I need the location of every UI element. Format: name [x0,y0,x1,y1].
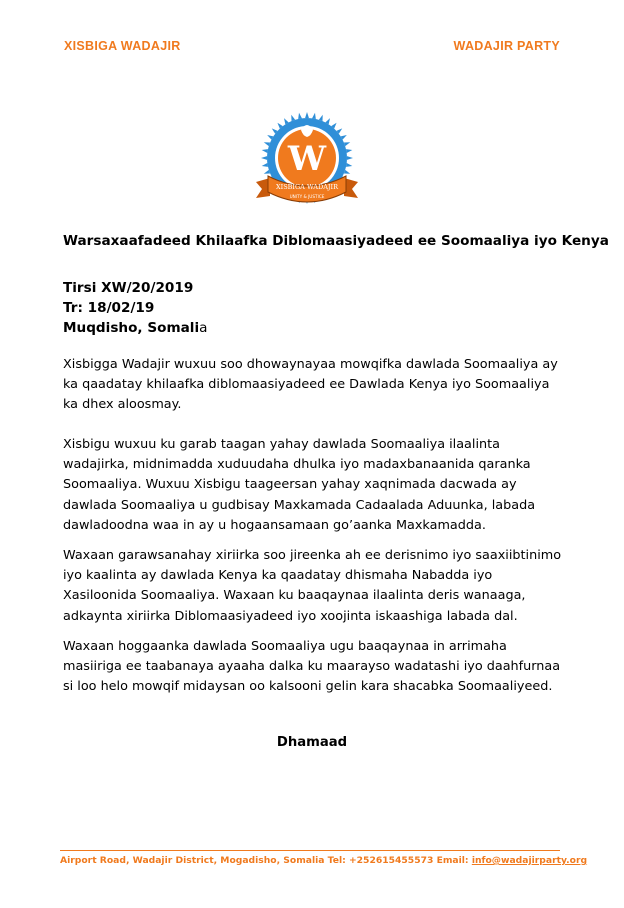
document-location [63,318,207,338]
header-party-name-somali: XISBIGA WADAJIR [64,39,181,53]
document-date: Tr: 18/02/19 [63,300,155,316]
logo-ray [261,156,267,160]
logo-ray [346,163,352,167]
header-party-name-english: WADAJIR PARTY [453,39,560,53]
logo-ray [305,112,309,118]
footer-contact [60,855,587,866]
logo-ray [298,113,302,119]
location-text-tail: a [199,320,208,336]
logo-ray [262,163,268,167]
footer-divider [60,850,560,851]
document-meta [63,278,207,338]
paragraph: Waxaan garawsanahay xiriirka soo jireenka ah ee derisnimo iyo saaxiibtinimo iyo kaalinta ay dawlada Kenya ka qaadatay dhismaha Nabadda iyo Xasiloonida Soomaaliya. Waxaan ku baaqaynaa ilaalinta deris wanaaga, adkaynta xiriirka Diblomaasiyadeed iyo xoojinta iskaashiga labada dal. [63,548,562,624]
location-text: Muqdisho, Somali [63,320,200,336]
logo-ribbon-subtext: UNITY & JUSTICE [289,194,325,199]
party-logo [246,110,368,214]
logo-ray [346,149,352,153]
document-title: Warsaxaafadeed Khilaafka Diblomaasiyadeed ee Soomaaliya iyo Kenya [63,233,609,249]
logo-ray [347,156,353,160]
logo-ribbon-text: XISBIGA WADAJIR [276,183,338,191]
logo-initial: W [287,139,327,179]
reference-number: Tirsi XW/20/2019 [63,280,194,296]
paragraph: Xisbigga Wadajir wuxuu soo dhowaynayaa mowqifka dawlada Soomaaliya ay ka qaadatay khilaafka diblomaasiyadeed ee Dawlada Kenya iyo Soomaaliya ka dhex aloosmay. [63,357,558,413]
logo-ray [262,149,268,153]
footer-email-link[interactable]: info@wadajirparty.org [471,855,588,866]
paragraph: Waxaan hoggaanka dawlada Soomaaliya ugu baaqaynaa in arrimaha masiiriga ee taabanaya ayaaha dalka ku maarayso wadatashi iyo daahfurnaa si loo helo mowqif midaysan oo kalsooni gelin kara shacabka Soomaaliyeed. [63,639,561,695]
logo-ray [312,113,316,119]
closing-word: Dhamaad [276,735,348,750]
paragraph: Xisbigu wuxuu ku garab taagan yahay dawlada Soomaaliya ilaalinta wadajirka, midnimadda xuduudaha dhulka iyo madaxbanaanida qaranka Soomaaliya. Wuxuu Xisbigu taageersan yahay xaqnimada dacwada ay dawlada Soomaaliya u gudbisay Maxkamada Cadaalada Aduunka, labada dawladoodna waa in ay u hogaansamaan go’aanka Maxkamadda. [63,437,536,533]
footer-address: Airport Road, Wadajir District, Mogadisho, Somalia Tel: +252615455573 Email: [60,855,472,866]
